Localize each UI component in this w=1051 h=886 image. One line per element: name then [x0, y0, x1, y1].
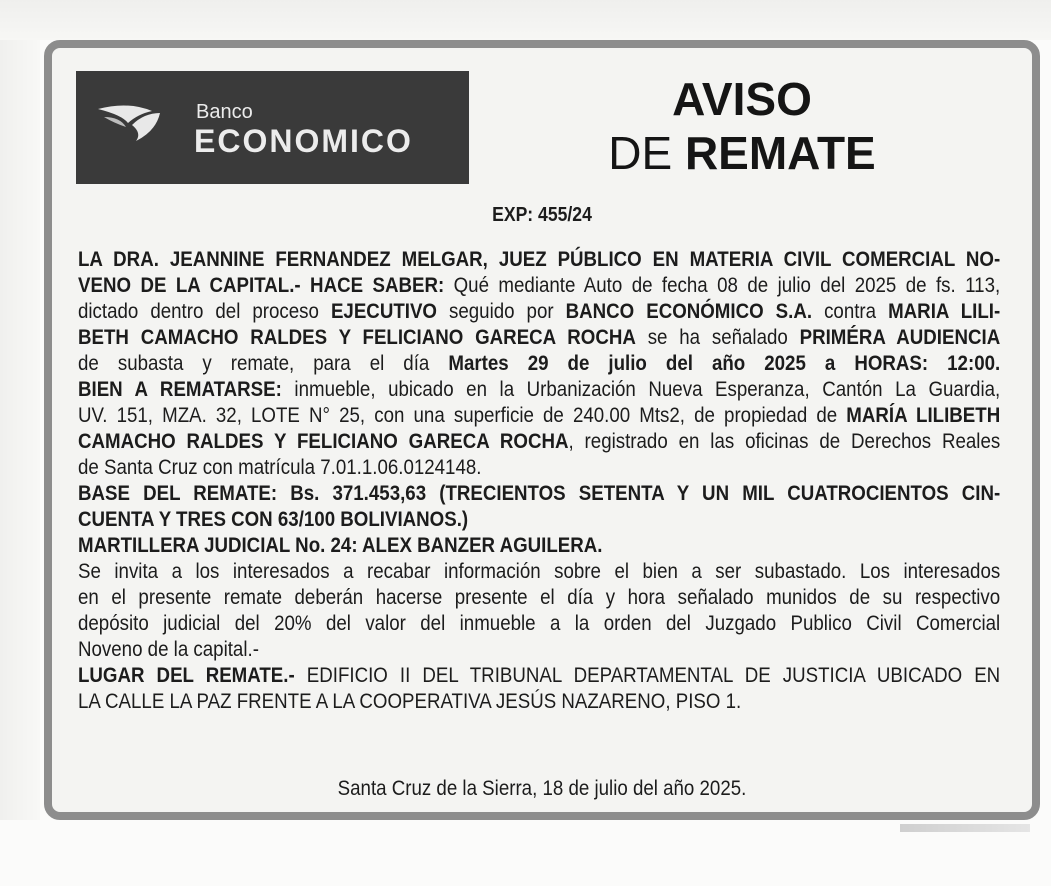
notice-line — [78, 428, 1000, 454]
title-emphasis: REMATE — [684, 127, 876, 179]
text: LA CALLE LA PAZ FRENTE A LA COOPERATIVA JESÚS NAZARENO, PISO 1. — [78, 689, 742, 713]
text: contra — [812, 299, 889, 323]
notice-line — [78, 480, 1000, 506]
notice-line — [78, 298, 1000, 324]
notice-line — [78, 506, 1000, 532]
bank-logo-small-text: Banco — [196, 101, 253, 123]
title-line-1: AVISO — [672, 73, 812, 125]
notice-line — [78, 324, 1000, 350]
bold-text: MARÍA LILIBETH — [846, 403, 1001, 427]
title-line-2 — [482, 126, 1002, 180]
notice-line — [78, 662, 1000, 688]
bold-text: BETH CAMACHO RALDES Y FELICIANO GARECA ROCHA — [78, 325, 636, 349]
text: seguido por — [436, 299, 566, 323]
text: EDIFICIO II DEL TRIBUNAL DEPARTAMENTAL DE JUSTICIA UBICADO EN — [294, 663, 1001, 687]
bold-text: BIEN A REMATARSE: — [78, 377, 282, 401]
notice-line — [78, 350, 1000, 376]
bold-text: LUGAR DEL REMATE.- — [78, 663, 295, 687]
notice-line — [78, 454, 1000, 480]
text: depósito judicial del 20% del valor del inmueble a la orden del Juzgado Publico Civil Comercial — [78, 611, 1001, 635]
notice-line — [78, 376, 1000, 402]
text: de Santa Cruz con matrícula 7.01.1.06.0124148. — [78, 455, 482, 479]
bold-text: Martes 29 de julio del año 2025 a HORAS: 12:00. — [448, 351, 1001, 375]
text: Noveno de la capital.- — [78, 637, 259, 661]
text: UV. 151, MZA. 32, LOTE N° 25, con una superficie de 240.00 Mts2, de propiedad de — [78, 403, 847, 427]
notice-line — [78, 610, 1000, 636]
bold-text: PRIMÉRA AUDIENCIA — [799, 325, 1001, 349]
text: Se invita a los interesados a recabar información sobre el bien a ser subastado. Los interesados — [78, 559, 1001, 583]
text: en el presente remate deberán hacerse presente el día y hora señalado munidos de su respectivo — [78, 585, 1001, 609]
bold-text: LA DRA. JEANNINE FERNANDEZ MELGAR, JUEZ PÚBLICO EN MATERIA CIVIL COMERCIAL NO- — [78, 247, 1001, 271]
title-prefix: DE — [608, 127, 673, 179]
bank-logo-icon — [94, 101, 166, 145]
notice-body — [78, 246, 1000, 714]
case-number: EXP: 455/24 — [492, 204, 592, 226]
notice-line — [78, 688, 1000, 714]
auction-notice — [44, 40, 1040, 820]
text: dictado dentro del proceso — [78, 299, 331, 323]
bold-text: VENO DE LA CAPITAL.- HACE SABER: — [78, 273, 445, 297]
scan-background-left — [0, 40, 40, 820]
bold-text: MARTILLERA JUDICIAL No. 24: ALEX BANZER AGUILERA. — [78, 533, 603, 557]
notice-line — [78, 558, 1000, 584]
notice-line — [78, 402, 1000, 428]
bold-text: EJECUTIVO — [330, 299, 437, 323]
bold-text: CUENTA Y TRES CON 63/100 BOLIVIANOS.) — [78, 507, 469, 531]
bold-text: CAMACHO RALDES Y FELICIANO GARECA ROCHA — [78, 429, 569, 453]
text: de subasta y remate, para el día — [78, 351, 449, 375]
bank-logo — [76, 71, 469, 184]
notice-line — [78, 272, 1000, 298]
bold-text: BANCO ECONÓMICO S.A. — [565, 299, 813, 323]
bank-logo-name: ECONOMICO — [194, 123, 413, 159]
notice-line — [78, 584, 1000, 610]
scan-footer-mark — [900, 824, 1030, 832]
text: Qué mediante Auto de fecha 08 de julio del 2025 de fs. 113, — [444, 273, 1001, 297]
notice-title — [482, 72, 1002, 180]
text: se ha señalado — [635, 325, 800, 349]
text: , registrado en las oficinas de Derechos Reales — [568, 429, 1001, 453]
notice-line — [78, 246, 1000, 272]
scan-background-top — [0, 0, 1051, 40]
text: inmueble, ubicado en la Urbanización Nueva Esperanza, Cantón La Guardia, — [281, 377, 1001, 401]
bold-text: MARIA LILI- — [888, 299, 1001, 323]
closing-place-date: Santa Cruz de la Sierra, 18 de julio del año 2025. — [337, 776, 747, 800]
bold-text: BASE DEL REMATE: Bs. 371.453,63 (TRECIENTOS SETENTA Y UN MIL CUATROCIENTOS CIN- — [78, 481, 1001, 505]
notice-line — [78, 636, 1000, 662]
notice-line — [78, 532, 1000, 558]
